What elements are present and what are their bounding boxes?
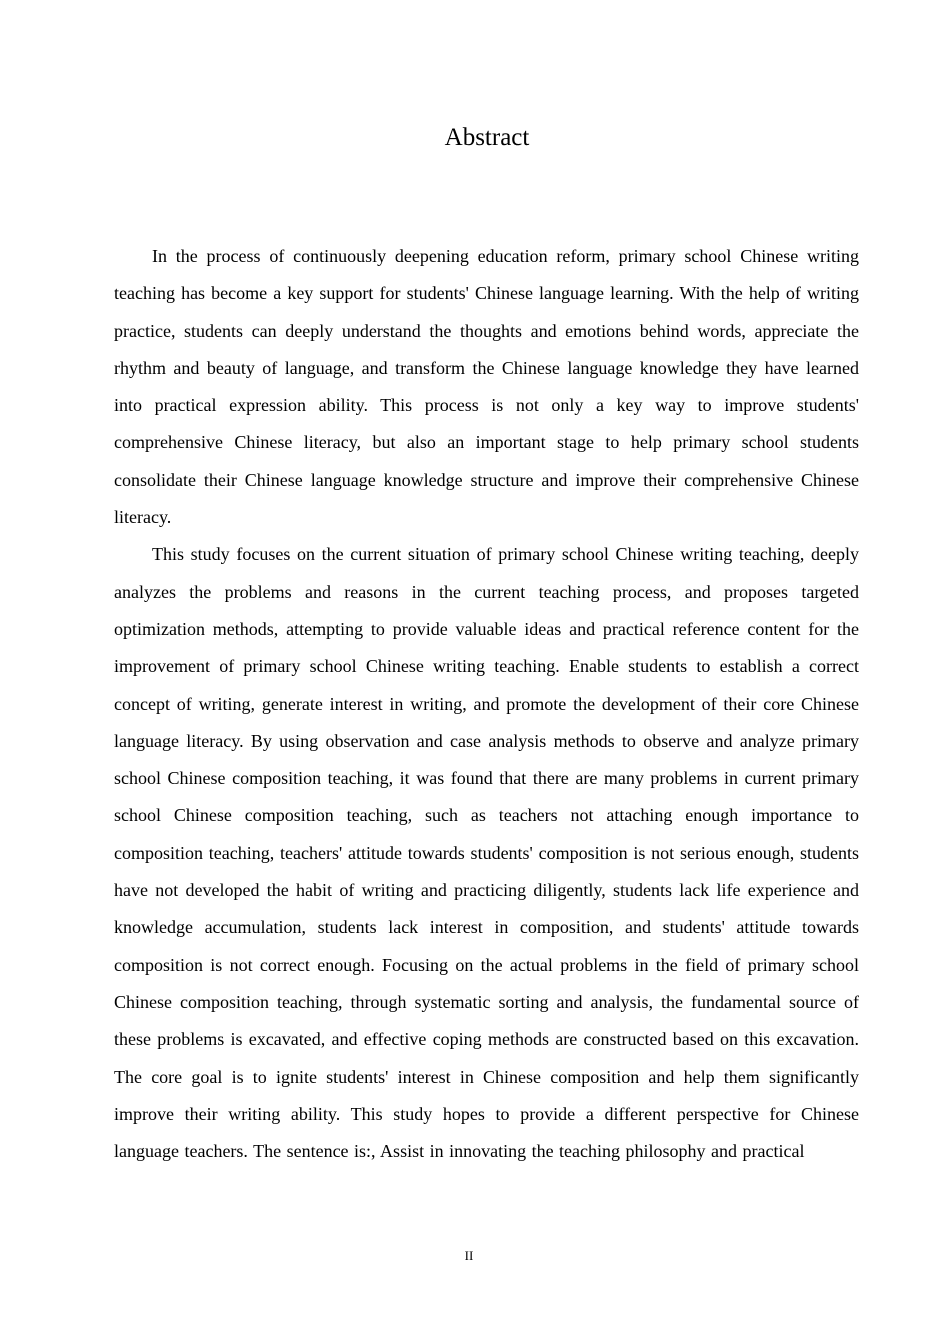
abstract-body [114,238,859,1170]
abstract-paragraph-1: In the process of continuously deepening education reform, primary school Chinese writing teaching has become a key support for students' Chinese language learning. With the help of writing practice, students can deeply understand the thoughts and emotions behind words, appreciate the rhythm and beauty of language, and transform the Chinese language knowledge they have learned into practical expression ability. This process is not only a key way to improve students' comprehensive Chinese literacy, but also an important stage to help primary school students consolidate their Chinese language knowledge structure and improve their comprehensive Chinese literacy. [114,246,859,528]
page-number: II [464,1248,474,1263]
abstract-paragraph-2: This study focuses on the current situation of primary school Chinese writing teaching, deeply analyzes the problems and reasons in the current teaching process, and proposes targeted optimization methods, attempting to provide valuable ideas and practical reference content for the improvement of primary school Chinese writing teaching. Enable students to establish a correct concept of writing, generate interest in writing, and promote the development of their core Chinese language literacy. By using observation and case analysis methods to observe and analyze primary school Chinese composition teaching, it was found that there are many problems in current primary school Chinese composition teaching, such as teachers not attaching enough importance to composition teaching, teachers' attitude towards students' composition is not serious enough, students have not developed the habit of writing and practicing diligently, students lack life experience and knowledge accumulation, students lack interest in composition, and students' attitude towards composition is not correct enough. Focusing on the actual problems in the field of primary school Chinese composition teaching, through systematic sorting and analysis, the fundamental source of these problems is excavated, and effective coping methods are constructed based on this excavation. The core goal is to ignite students' interest in Chinese composition and help them significantly improve their writing ability. This study hopes to provide a different perspective for Chinese language teachers. The sentence is:, Assist in innovating the teaching philosophy and practical [114,544,859,1162]
page-title: Abstract [444,124,530,151]
